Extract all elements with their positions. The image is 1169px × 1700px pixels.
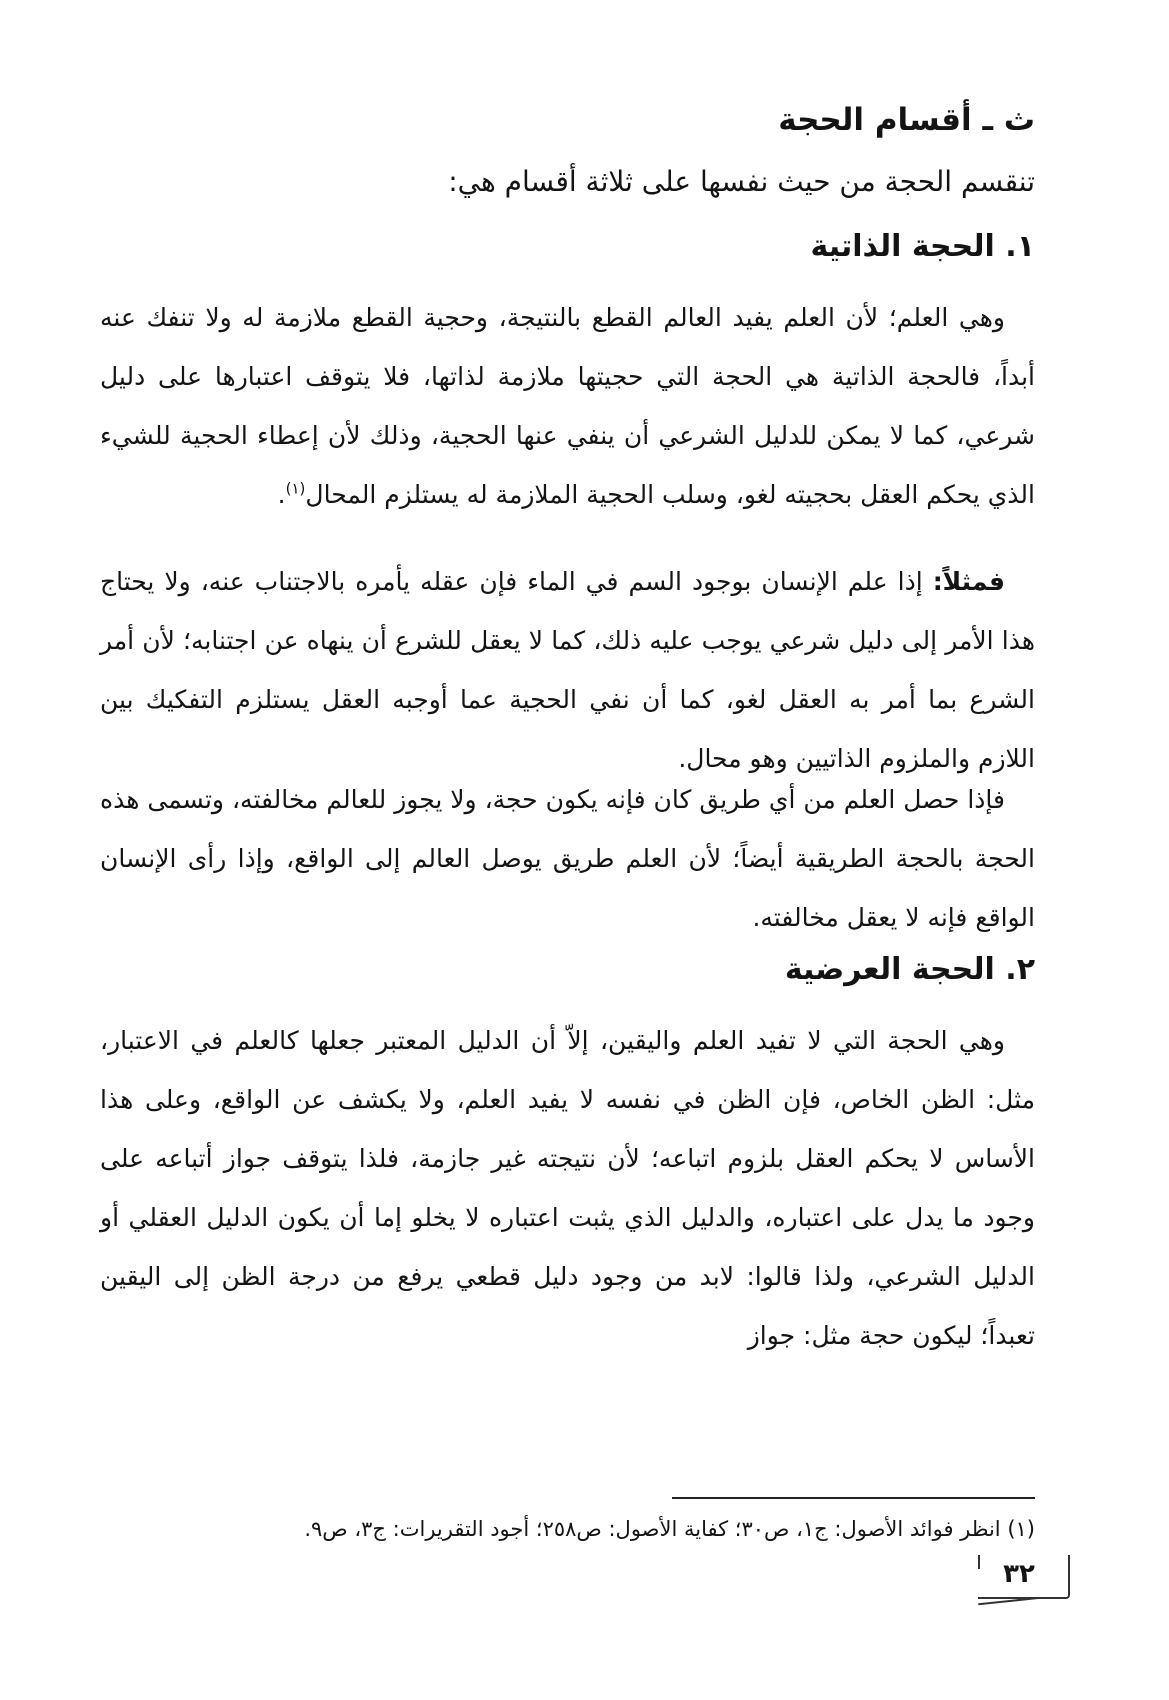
- paragraph-text: إذا علم الإنسان بوجود السم في الماء فإن عقله يأمره بالاجتناب عنه، ولا يحتاج هذا الأمر إلى دليل شرعي يوجب عليه ذلك، كما لا يعقل للشرع أن ينهاه عن اجتنابه؛ لأن أمر الشرع بما أمر به العقل لغو، كما أن نفي الحجية عما أوجبه العقل يستلزم التفكيك بين اللازم والملزوم الذاتيين وهو محال.: [100, 567, 1035, 773]
- subsection-heading-accidental: ٢. الحجة العرضية: [784, 952, 1035, 987]
- subsection-heading-intrinsic: ١. الحجة الذاتية: [810, 229, 1035, 264]
- page-number-frame: [978, 1555, 1070, 1599]
- paragraph-text: فإذا حصل العلم من أي طريق كان فإنه يكون حجة، ولا يجوز للعالم مخالفته، وتسمى هذه الحجة بالحجة الطريقية أيضاً؛ لأن العلم طريق يوصل العالم إلى الواقع، وإذا رأى الإنسان الواقع فإنه لا يعقل مخالفته.: [100, 785, 1035, 932]
- paragraph-example: [100, 552, 1035, 788]
- paragraph-intrinsic-definition: [100, 288, 1035, 524]
- section-title: ث ـ أقسام الحجة: [778, 102, 1035, 138]
- example-lead-word: فمثلاً:: [932, 567, 1006, 596]
- footnote: (١) انظر فوائد الأصول: ج١، ص٣٠؛ كفاية الأصول: ص٢٥٨؛ أجود التقريرات: ج٣، ص٩.: [304, 1517, 1035, 1541]
- footnote-divider: [672, 1497, 1035, 1499]
- paragraph-end-mark: .: [277, 480, 286, 509]
- section-intro: تنقسم الحجة من حيث نفسها على ثلاثة أقسام هي:: [448, 165, 1035, 198]
- footnote-reference[interactable]: (١): [285, 479, 306, 498]
- page-number: ٣٢: [1003, 1559, 1035, 1589]
- paragraph-accidental-definition: [100, 1011, 1035, 1365]
- paragraph-procedural-proof: [100, 770, 1035, 947]
- paragraph-text: وهي الحجة التي لا تفيد العلم واليقين، إلاّ أن الدليل المعتبر جعلها كالعلم في الاعتبار، مثل: الظن الخاص، فإن الظن في نفسه لا يفيد العلم، ولا يكشف عن الواقع، وعلى هذا الأساس لا يحكم العقل بلزوم اتباعه؛ لأن نتيجته غير جازمة، فلذا يتوقف جواز أتباعه على وجود ما يدل على اعتباره، والدليل الذي يثبت اعتباره لا يخلو إما أن يكون الدليل العقلي أو الدليل الشرعي، ولذا قالوا: لابد من وجود دليل قطعي يرفع من درجة الظن إلى اليقين تعبداً؛ ليكون حجة مثل: جواز: [100, 1026, 1035, 1350]
- paragraph-text: وهي العلم؛ لأن العلم يفيد العالم القطع بالنتيجة، وحجية القطع ملازمة له ولا تنفك عنه أبداً، فالحجة الذاتية هي الحجة التي حجيتها ملازمة لذاتها، فلا يتوقف اعتبارها على دليل شرعي، كما لا يمكن للدليل الشرعي أن ينفي عنها الحجية، وذلك لأن إعطاء الحجية للشيء الذي يحكم العقل بحجيته لغو، وسلب الحجية الملازمة له يستلزم المحال: [100, 303, 1035, 509]
